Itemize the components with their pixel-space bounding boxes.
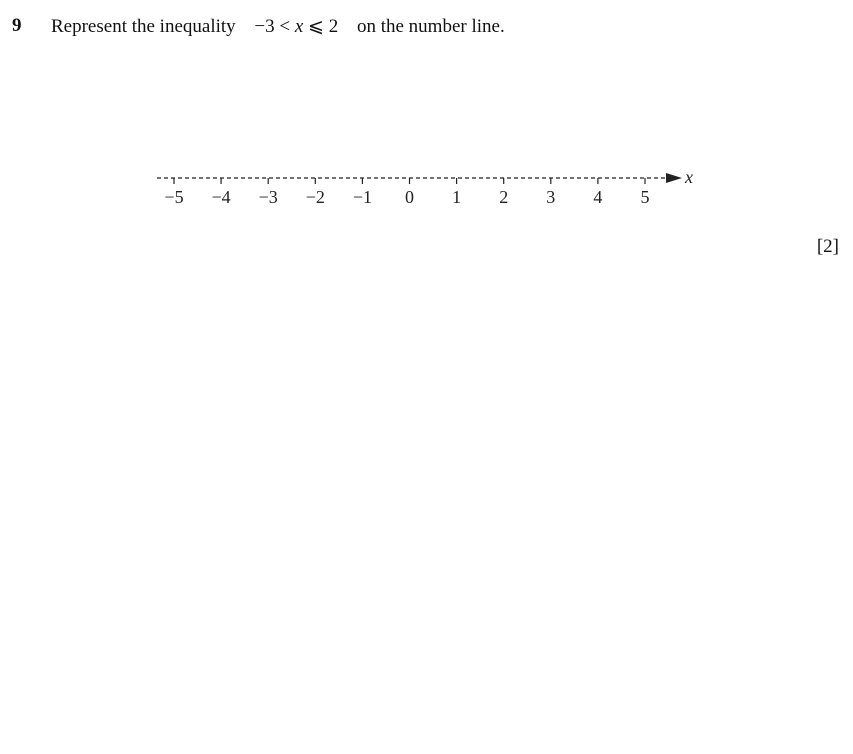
tick-label: 0 — [405, 187, 414, 207]
tick-group — [164, 178, 649, 207]
axis-variable-label: x — [685, 167, 693, 187]
inequality-variable: x — [294, 16, 304, 37]
question-number: 9 — [12, 15, 22, 36]
tick-label: 5 — [640, 187, 650, 207]
tick-label: −1 — [352, 187, 372, 207]
tick-label: −5 — [164, 187, 184, 207]
question-text-before: Represent the inequality — [51, 16, 236, 37]
inequality-right: ⩽ 2 — [308, 16, 339, 37]
arrow-head-icon — [666, 173, 682, 183]
question-text-after: on the number line. — [356, 16, 505, 37]
tick-label: −3 — [258, 187, 278, 207]
question-text — [51, 15, 505, 38]
tick-label: 1 — [452, 187, 462, 207]
tick-label: −2 — [305, 187, 325, 207]
marks-allocation: [2] — [816, 236, 839, 257]
number-line[interactable] — [0, 160, 853, 220]
inequality — [254, 15, 338, 38]
tick-label: 3 — [546, 187, 556, 207]
tick-label: −4 — [211, 187, 231, 207]
inequality-left: −3 < — [254, 16, 291, 37]
tick-label: 4 — [593, 187, 603, 207]
tick-label: 2 — [499, 187, 509, 207]
